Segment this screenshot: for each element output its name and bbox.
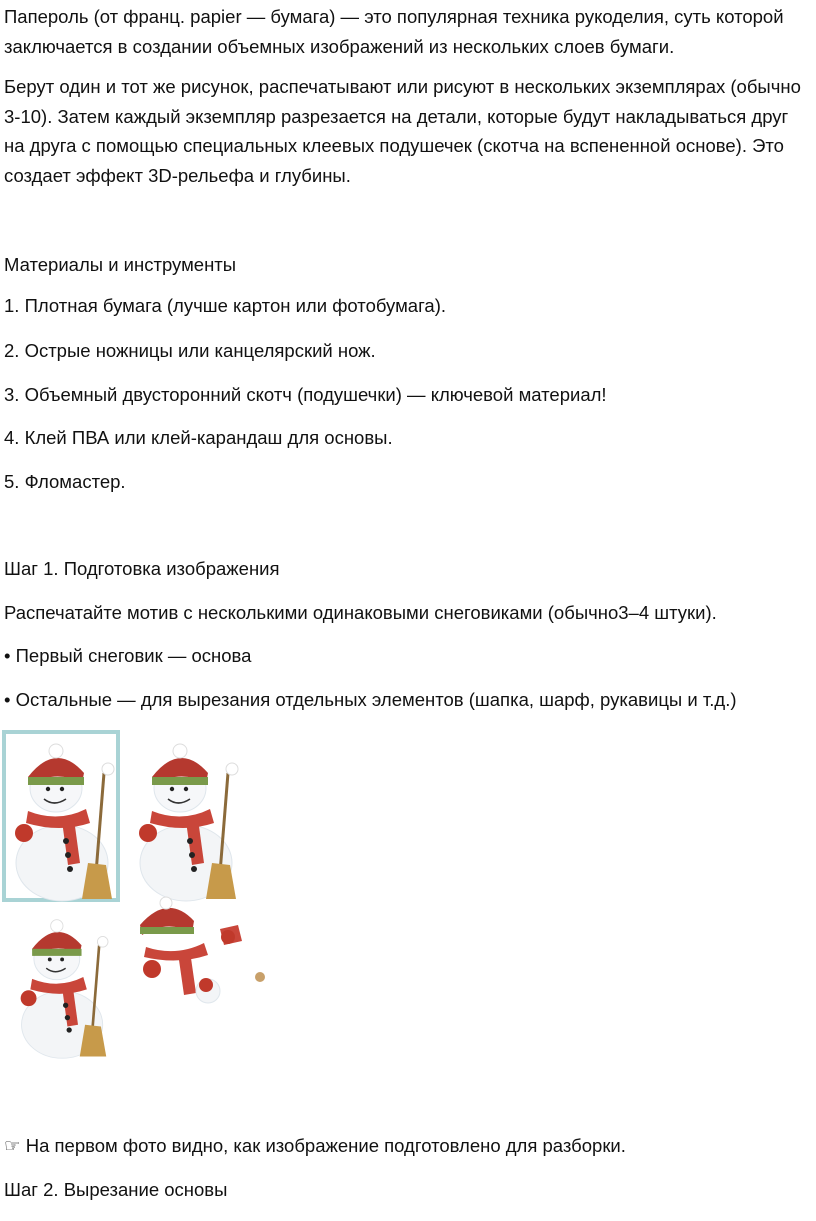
step1-text: Распечатайте мотив с несколькими одинаковыми снеговиками (обычно3–4 штуки).: [4, 602, 717, 623]
eye-left: [46, 787, 50, 791]
cut-mitten: [143, 960, 161, 978]
photo-note: ☞ На первом фото видно, как изображение подготовлено для разборки.: [4, 1135, 626, 1156]
snowman-2-image: [128, 733, 246, 903]
mitten: [15, 824, 33, 842]
eye-right: [60, 787, 64, 791]
step1-bullet-base: • Первый снеговик — основа: [4, 645, 252, 666]
step2-heading: Шаг 2. Вырезание основы: [4, 1179, 228, 1200]
cut-out-parts-image: [132, 895, 277, 1020]
materials-item-3: 3. Объемный двусторонний скотч (подушечки) — ключевой материал!: [4, 384, 607, 405]
intro-paragraph-1: Папероль (от франц. papier — бумага) — это популярная техника рукоделия, суть которой заключается в создании объемных изображений из нескольких слоев бумаги.: [4, 6, 784, 57]
materials-item-1: 1. Плотная бумага (лучше картон или фотобумага).: [4, 295, 447, 316]
step1-bullet-rest: • Остальные — для вырезания отдельных элементов (шапка, шарф, рукавицы и т.д.): [4, 689, 737, 710]
hat-pompom: [49, 744, 63, 758]
snowman-3-image: [4, 910, 122, 1060]
cut-scarf: [144, 943, 208, 961]
materials-item-4: 4. Клей ПВА или клей-карандаш для основы.: [4, 427, 393, 448]
snowman-1-image: [4, 733, 122, 903]
step1-heading: Шаг 1. Подготовка изображения: [4, 558, 280, 579]
materials-item-5: 5. Фломастер.: [4, 471, 126, 492]
intro-paragraph-2: Берут один и тот же рисунок, распечатывают или рисуют в нескольких экземплярах (обычно 3-10). Затем каждый экземпляр разрезается на детали, которые будут накладываться друг на друга с помощью специальных клеевых подушечек (скотча на вспененной основе). Это создает эффект 3D-рельефа и глубины.: [4, 76, 801, 186]
hat-band: [28, 777, 84, 785]
materials-heading: Материалы и инструменты: [4, 254, 237, 275]
materials-item-2: 2. Острые ножницы или канцелярский нож.: [4, 340, 376, 361]
